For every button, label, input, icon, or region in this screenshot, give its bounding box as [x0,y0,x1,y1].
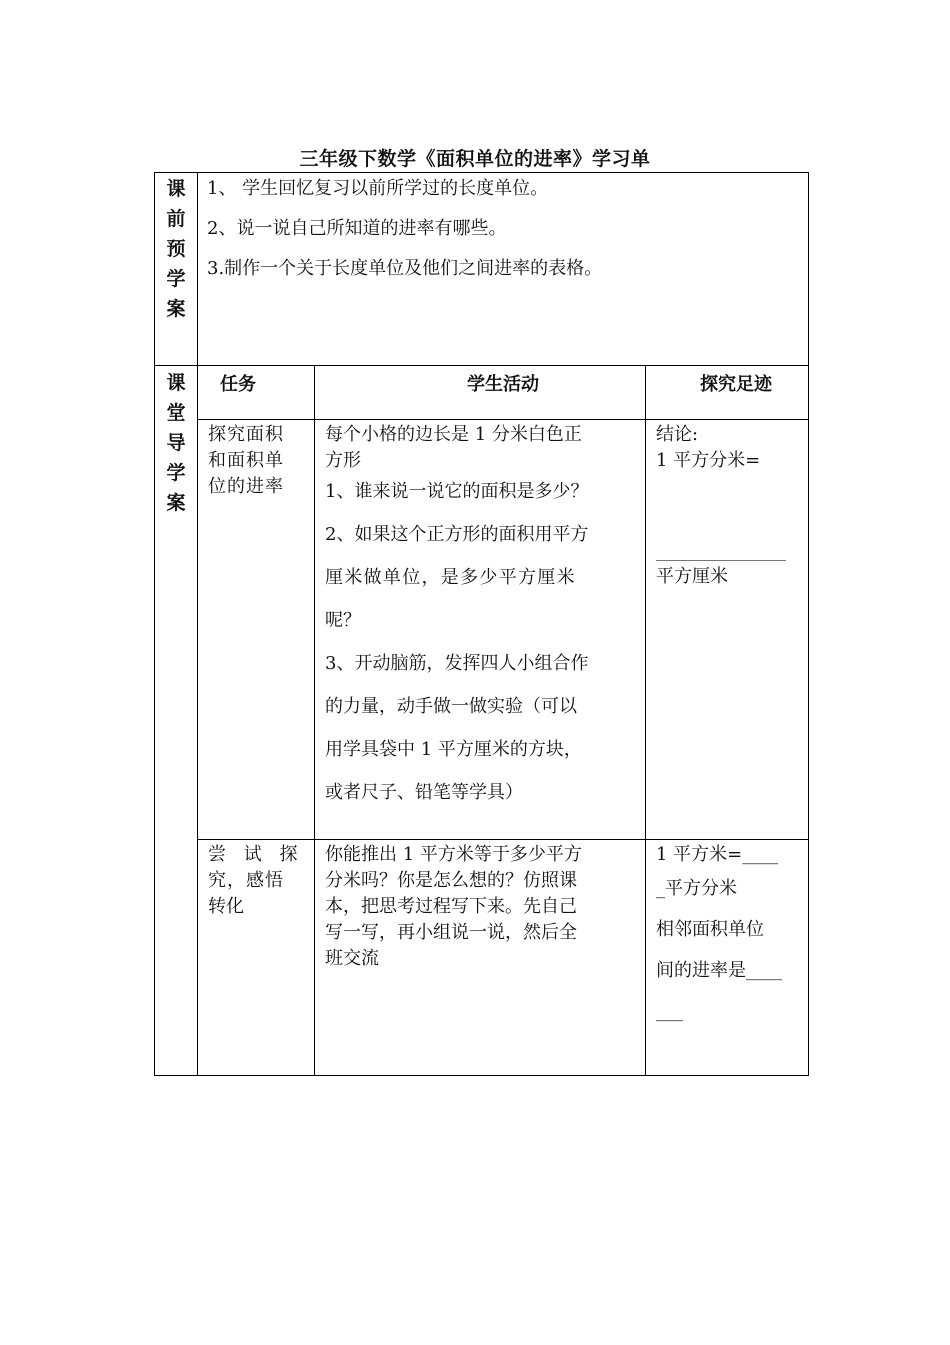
row1-task: 探究面积 和面积单 位的进率 [208,424,284,497]
section-divider [154,365,809,366]
activity-column-divider [645,365,646,1076]
header-task: 任务 [220,374,256,395]
row2-activity: 你能推出 1 平方米等于多少平方 分米吗？你是怎么想的？仿照课 本，把思考过程写下来。先自己 写一写，再小组说一说，然后全 班交流 [325,844,582,969]
preclass-side-label: 课 前 预 学 案 [166,178,186,320]
preclass-item-2: 2、说一说自己所知道的进率有哪些。 [207,218,507,239]
preclass-item-1: 1、 学生回忆复习以前所学过的长度单位。 [207,178,549,199]
task-column-divider [314,365,315,1076]
row1-answer-blank[interactable] [656,560,786,561]
row2-trace: 1 平方米=____ _平方分米 相邻面积单位 间的进率是____ ___ [656,844,782,1022]
header-row-divider [197,419,809,420]
document-title: 三年级下数学《面积单位的进率》学习单 [299,148,651,170]
preclass-item-3: 3.制作一个关于长度单位及他们之间进率的表格。 [207,258,603,279]
inclass-side-label: 课 堂 导 学 案 [166,372,186,514]
row1-activity-intro: 每个小格的边长是 1 分米白色正 方形 [325,424,582,471]
row-divider [197,839,809,840]
row1-activity-steps: 1、谁来说一说它的面积是多少？ 2、如果这个正方形的面积用平方 厘米做单位，是多少平方厘米 呢？ 3、开动脑筋，发挥四人小组合作 的力量，动手做一做实验（可以 用学具袋中 1 平方厘米的方块， 或者尺子、铅笔等学具） [325,481,589,803]
row1-trace-unit: 平方厘米 [656,566,728,587]
header-activity: 学生活动 [467,374,539,395]
row1-trace: 结论: 1 平方分米= [656,424,761,471]
row2-task: 尝 试 探 究，感悟 转化 [208,844,304,917]
header-trace: 探究足迹 [700,374,772,395]
side-column-divider [197,172,198,1076]
